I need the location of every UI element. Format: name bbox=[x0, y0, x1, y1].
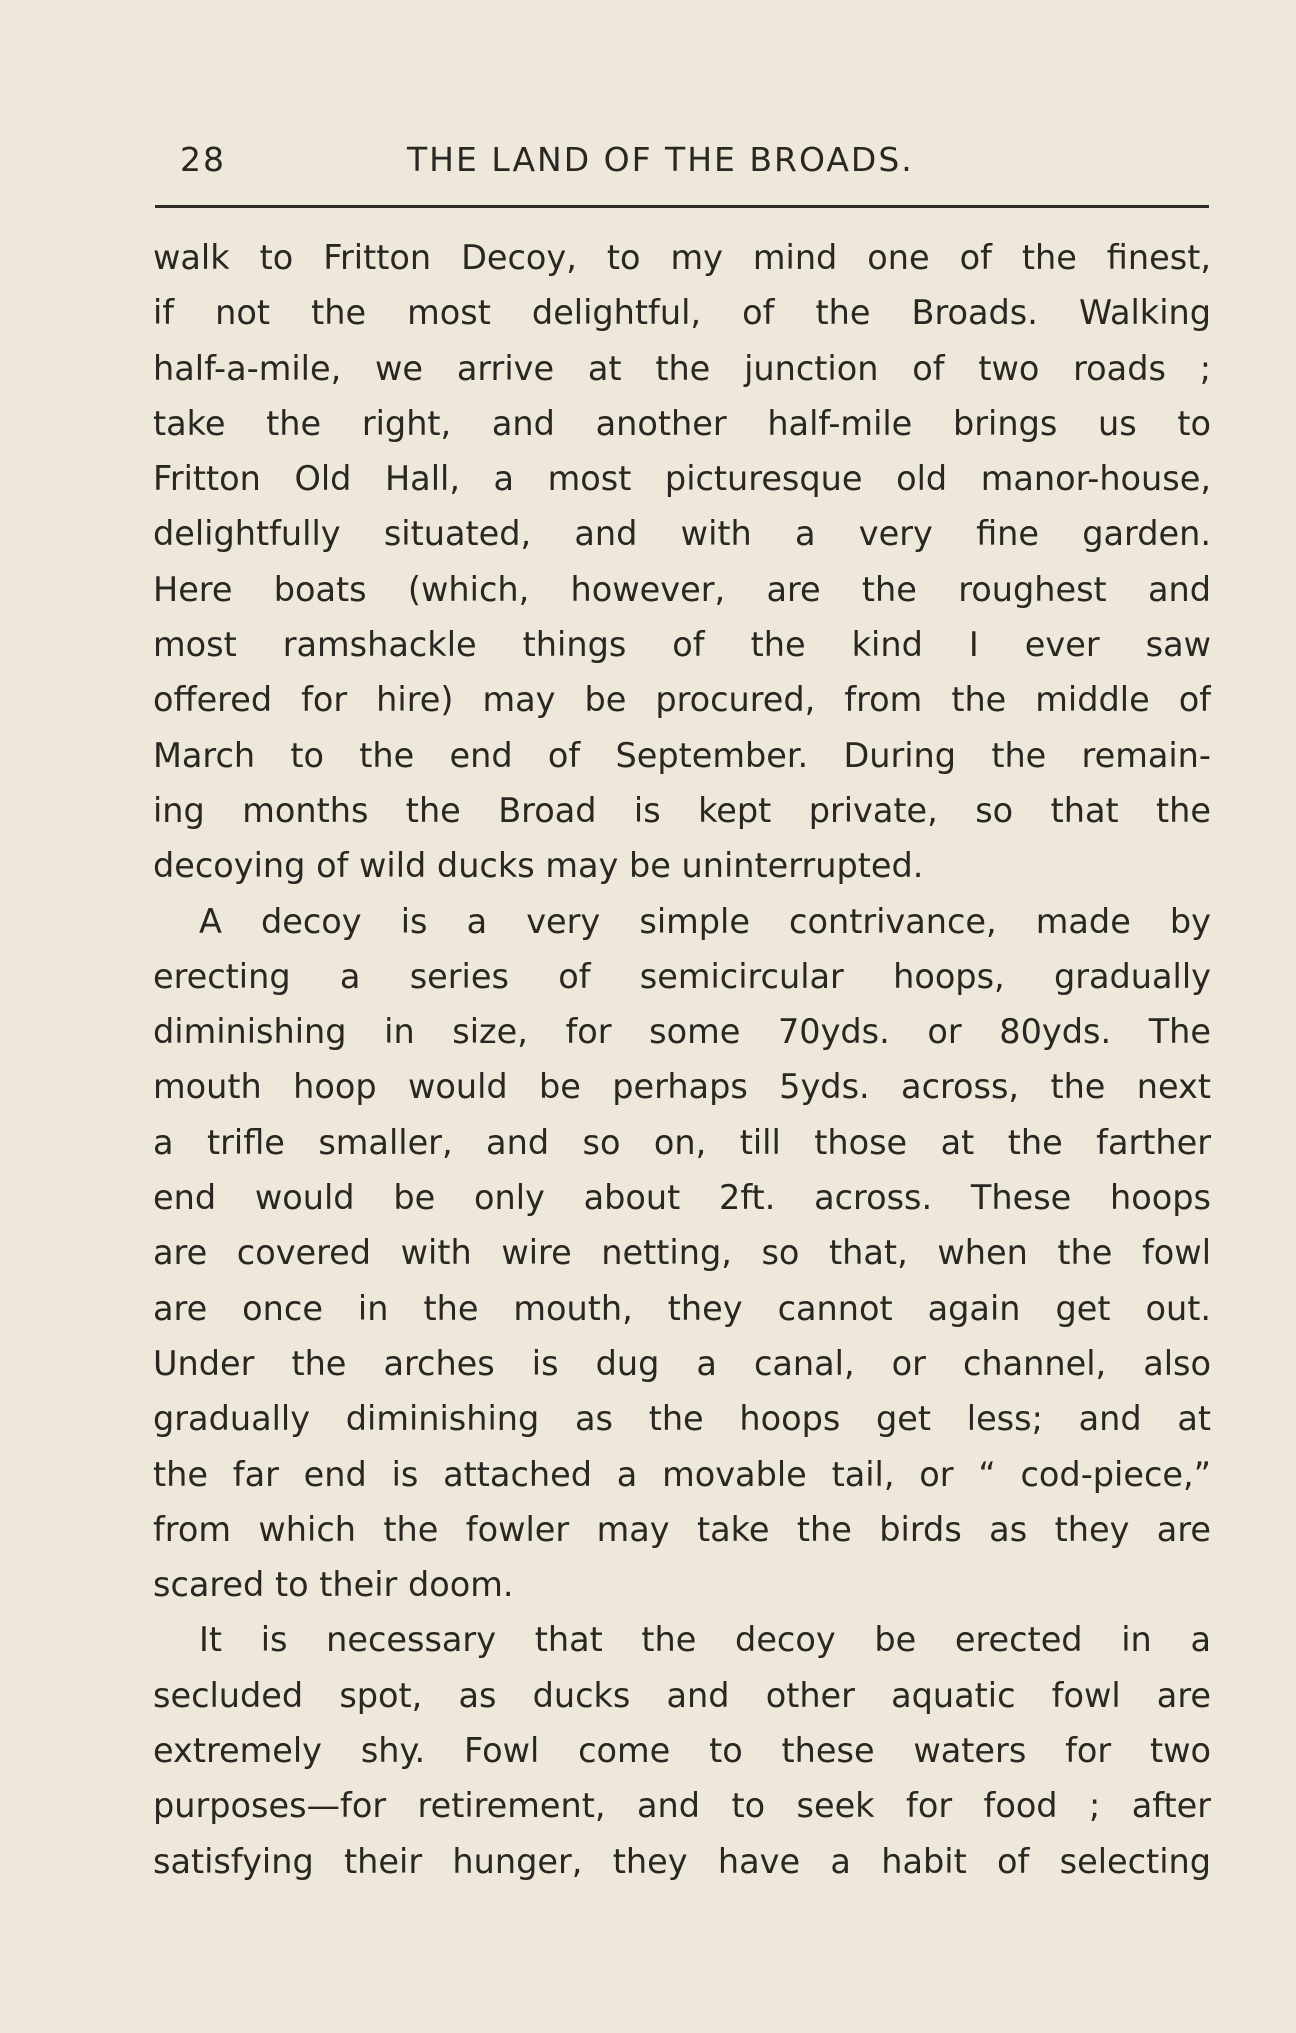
text-line: scared to their doom. bbox=[153, 1565, 514, 1605]
text-line: extremely shy. Fowl come to these waters for two bbox=[153, 1731, 1211, 1771]
running-head bbox=[180, 140, 1210, 190]
text-line: most ramshackle things of the kind I ever saw bbox=[153, 625, 1211, 665]
text-line: It is necessary that the decoy be erected in a bbox=[199, 1620, 1211, 1660]
text-line: from which the fowler may take the birds as they are bbox=[153, 1509, 1211, 1549]
text-line: delightfully situated, and with a very fine garden. bbox=[153, 514, 1211, 554]
text-line: Fritton Old Hall, a most picturesque old manor-house, bbox=[153, 459, 1211, 499]
body-text bbox=[153, 230, 1211, 1889]
text-line: a trifle smaller, and so on, till those at the farther bbox=[153, 1122, 1211, 1162]
text-line: are covered with wire netting, so that, when the fowl bbox=[153, 1233, 1211, 1273]
text-line: ing months the Broad is kept private, so that the bbox=[153, 790, 1211, 830]
running-title: THE LAND OF THE BROADS. bbox=[407, 140, 914, 179]
text-line: Under the arches is dug a canal, or channel, also bbox=[153, 1343, 1211, 1383]
text-line: take the right, and another half-mile brings us to bbox=[153, 403, 1211, 443]
text-line: A decoy is a very simple contrivance, made by bbox=[199, 901, 1211, 941]
text-line: gradually diminishing as the hoops get less; and at bbox=[153, 1399, 1211, 1439]
text-line: diminishing in size, for some 70yds. or 80yds. The bbox=[153, 1012, 1211, 1052]
page-number: 28 bbox=[180, 140, 226, 179]
text-line: Here boats (which, however, are the roughest and bbox=[153, 569, 1211, 609]
text-line: satisfying their hunger, they have a habit of selecting bbox=[153, 1841, 1211, 1881]
text-line: erecting a series of semicircular hoops, gradually bbox=[153, 956, 1211, 996]
text-line: decoying of wild ducks may be uninterrupted. bbox=[153, 846, 924, 886]
header-rule bbox=[155, 205, 1209, 208]
text-line: are once in the mouth, they cannot again get out. bbox=[153, 1288, 1211, 1328]
text-line: secluded spot, as ducks and other aquatic fowl are bbox=[153, 1675, 1211, 1715]
text-line: purposes—for retirement, and to seek for food ; after bbox=[153, 1786, 1211, 1826]
text-line: offered for hire) may be procured, from the middle of bbox=[153, 680, 1211, 720]
text-line: the far end is attached a movable tail, or “ cod-piece,” bbox=[153, 1454, 1211, 1494]
text-line: walk to Fritton Decoy, to my mind one of the finest, bbox=[153, 238, 1211, 277]
text-line: March to the end of September. During the remain- bbox=[153, 735, 1211, 775]
text-line: if not the most delightful, of the Broads. Walking bbox=[153, 293, 1211, 333]
text-line: half-a-mile, we arrive at the junction of two roads ; bbox=[153, 348, 1211, 388]
text-line: mouth hoop would be perhaps 5yds. across, the next bbox=[153, 1067, 1211, 1107]
text-line: end would be only about 2ft. across. These hoops bbox=[153, 1178, 1211, 1218]
